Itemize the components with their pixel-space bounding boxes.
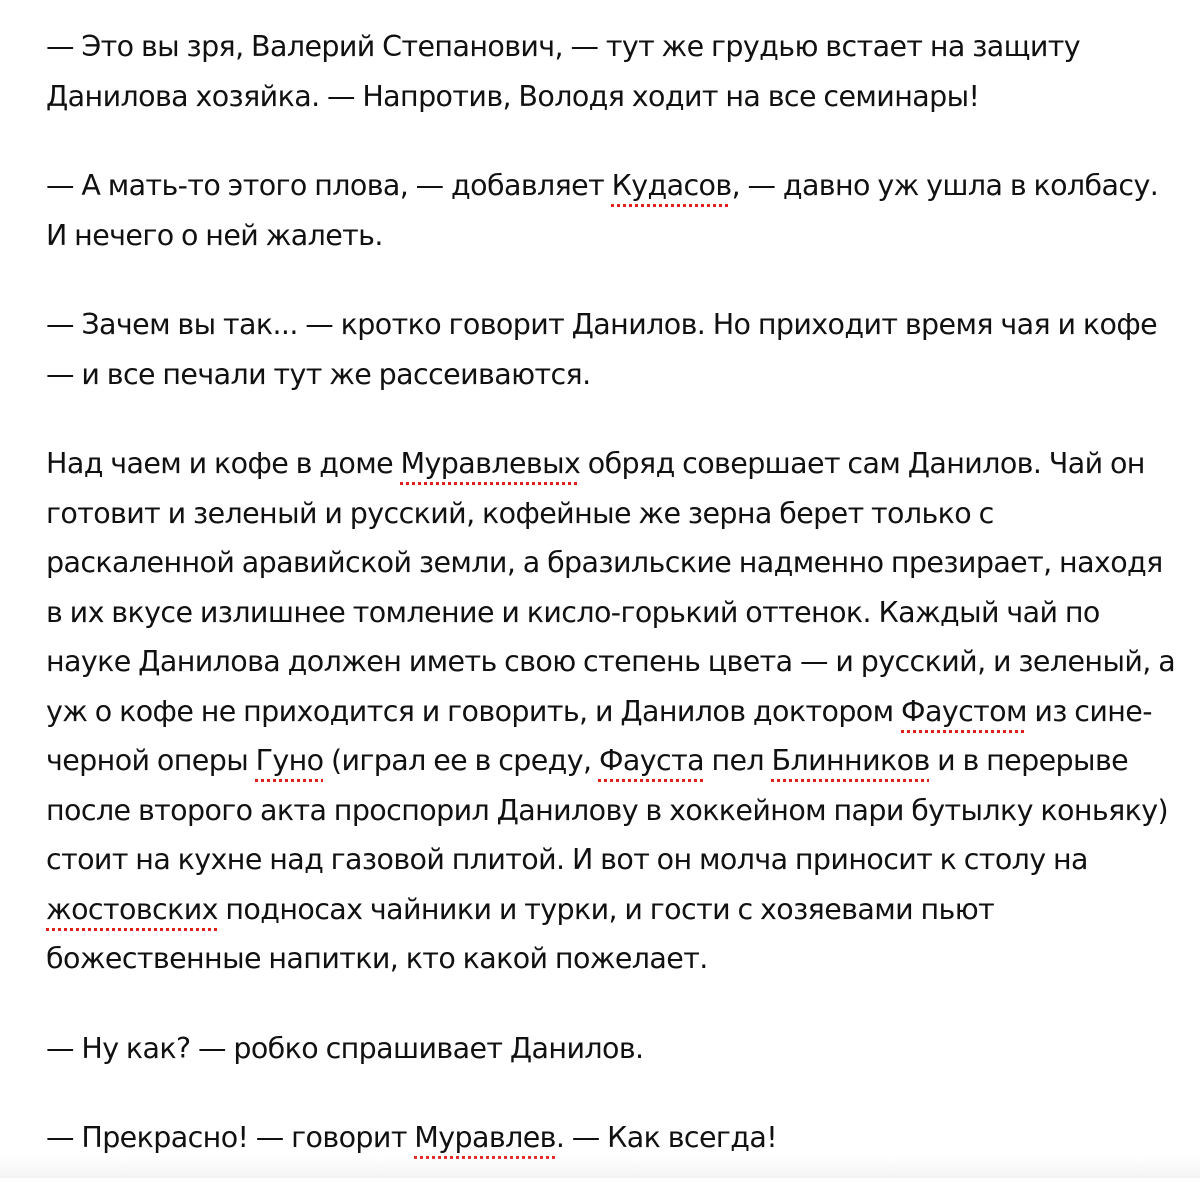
bottom-edge-shadow	[0, 1156, 1200, 1178]
misspelled-word-guno[interactable]: Гуно	[255, 744, 324, 777]
misspelled-word-blinnikov[interactable]: Блинников	[771, 744, 930, 777]
paragraph-4-text-5: пел	[704, 744, 772, 777]
paragraph-2	[46, 161, 1176, 260]
paragraph-4-text-6: и в перерыве после второго акта проспорил Данилову в хоккейном пари бутылку коньяку) стоит на кухне над газовой плитой. И вот он молча приносит к столу на	[46, 744, 1169, 876]
misspelled-word-muravlevykh[interactable]: Муравлевых	[400, 447, 581, 480]
paragraph-3	[46, 300, 1176, 399]
misspelled-word-faustom[interactable]: Фаустом	[901, 694, 1027, 728]
paragraph-4	[46, 439, 1176, 984]
article-body	[46, 22, 1176, 1203]
paragraph-6-text-before: — Прекрасно! — говорит	[46, 1121, 415, 1154]
misspelled-word-muravlev[interactable]: Муравлев	[414, 1121, 556, 1154]
paragraph-4-text-2: обряд совершает сам Данилов. Чай он готовит и зеленый и русский, кофейные же зерна берет только с раскаленной аравийской земли, а бразильские надменно презирает, находя в их вкусе излишнее томление и кисло-горький оттенок. Каждый чай по науке Данилова должен иметь свою степень цвета — и русский, и зеленый, а уж о кофе не приходится и говорить, и Данилов доктором	[46, 447, 1176, 728]
paragraph-2-text-before: — А мать-то этого плова, — добавляет	[46, 169, 612, 202]
misspelled-word-fausta[interactable]: Фауста	[598, 744, 704, 777]
paragraph-4-text-1: Над чаем и кофе в доме	[46, 447, 401, 480]
paragraph-4-text-3: из сине-черной оперы	[46, 694, 1152, 777]
paragraph-2-text-after: , — давно уж ушла в колбасу. И нечего о ней жалеть.	[46, 169, 1159, 252]
misspelled-word-kudasov[interactable]: Кудасов	[611, 169, 732, 202]
paragraph-5-text: — Ну как? — робко спрашивает Данилов.	[46, 1031, 644, 1065]
paragraph-1-text: — Это вы зря, Валерий Степанович, — тут же грудью встает на защиту Данилова хозяйка. — Напротив, Володя ходит на все семинары!	[46, 30, 1081, 113]
paragraph-3-text: — Зачем вы так... — кротко говорит Данилов. Но приходит время чая и кофе — и все печали тут же рассеиваются.	[46, 308, 1158, 391]
paragraph-5	[46, 1024, 1176, 1074]
paragraph-4-text-7: подносах чайники и турки, и гости с хозяевами пьют божественные напитки, кто какой пожелает.	[46, 892, 995, 975]
paragraph-4-text-4: (играл ее в среду,	[323, 744, 599, 777]
paragraph-6-text-after: . — Как всегда!	[555, 1121, 778, 1154]
misspelled-word-zhostovskikh[interactable]: жостовских	[46, 892, 218, 926]
paragraph-1	[46, 22, 1176, 121]
